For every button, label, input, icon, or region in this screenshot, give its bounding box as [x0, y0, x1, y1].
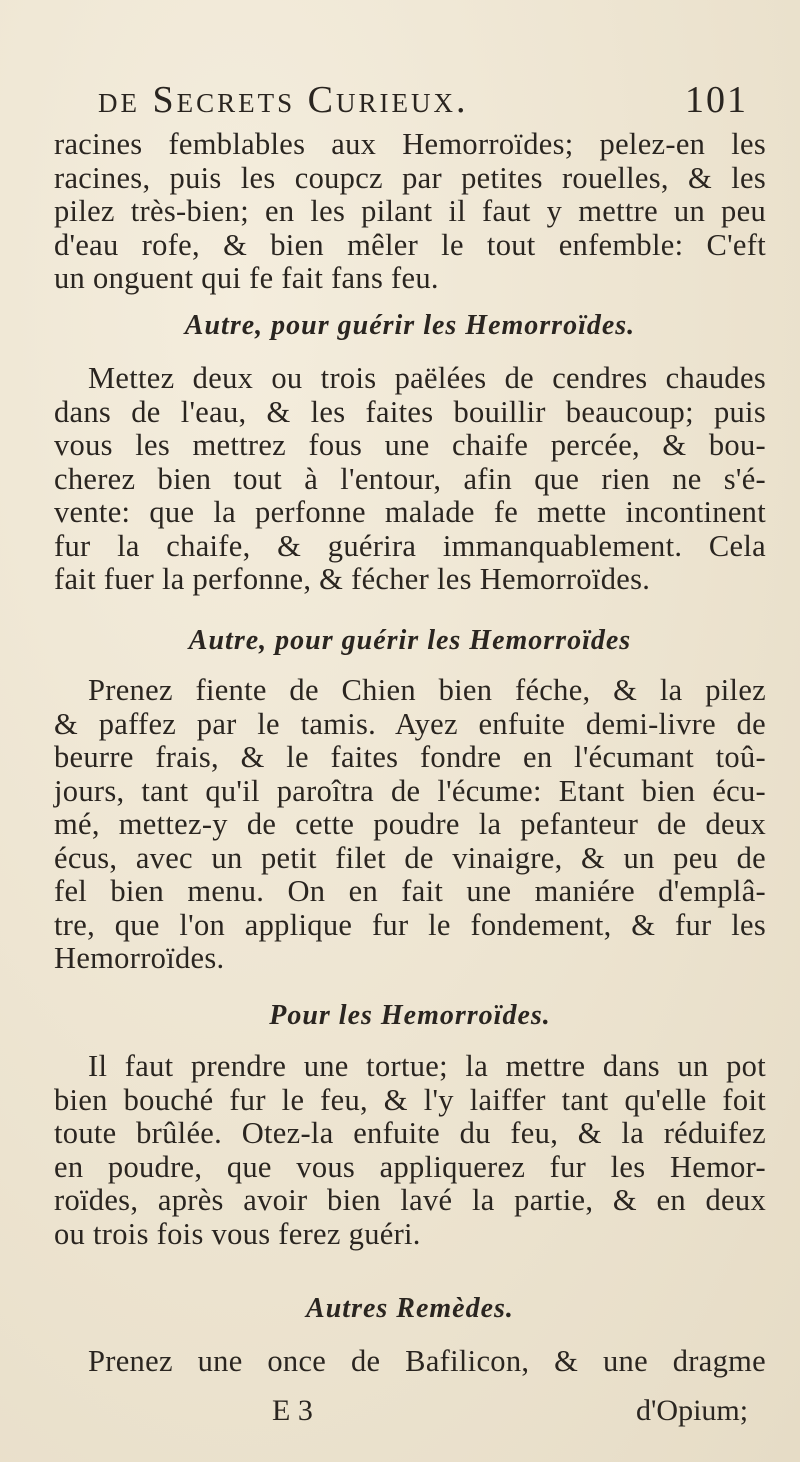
- text-line: pilez très-bien; en les pilant il faut y mettre un peu: [54, 194, 766, 228]
- catchword: d'Opium;: [636, 1394, 749, 1427]
- text-line: Prenez une once de Bafilicon, & une dragme: [88, 1344, 766, 1378]
- section-heading: Autre, pour guérir les Hemorroïdes: [188, 625, 632, 656]
- paragraph-4: [54, 1345, 766, 1379]
- text-line: racines femblables aux Hemorroïdes; pelez-en les: [54, 127, 766, 161]
- text-line: jours, tant qu'il paroîtra de l'écume: Etant bien écu-: [54, 773, 766, 808]
- text-line: fait fuer la perfonne, & fécher les Hemorroïdes.: [54, 562, 651, 596]
- running-head: [98, 78, 758, 128]
- text-line: bien bouché fur le feu, & l'y laiffer tant qu'elle foit: [54, 1082, 766, 1117]
- text-line: Mettez deux ou trois paëlées de cendres chaudes: [88, 361, 766, 395]
- paragraph-2: [54, 674, 766, 976]
- section-heading: Autre, pour guérir les Hemorroïdes.: [184, 310, 636, 341]
- text-line: & paffez par le tamis. Ayez enfuite demi-livre de: [54, 706, 766, 741]
- paragraph-1: [54, 362, 766, 597]
- text-line: ou trois fois vous ferez guéri.: [54, 1216, 421, 1251]
- text-line: fur la chaife, & guérira immanquablement. Cela: [54, 528, 766, 563]
- text-line: en poudre, que vous appliquerez fur les Hemor-: [54, 1149, 766, 1184]
- text-line: un onguent qui fe fait fans feu.: [54, 261, 439, 295]
- text-line: Prenez fiente de Chien bien féche, & la pilez: [88, 673, 766, 707]
- text-line: vous les mettrez fous une chaife percée, & bou-: [54, 428, 766, 462]
- running-head-title: de Secrets Curieux.: [98, 79, 469, 121]
- section-heading: Autres Remèdes.: [306, 1293, 514, 1324]
- text-line: écus, avec un petit filet de vinaigre, & un peu de: [54, 840, 766, 875]
- text-line: vente: que la perfonne malade fe mette incontinent: [54, 495, 766, 529]
- paragraph-3: [54, 1050, 766, 1251]
- paragraph-0: [54, 128, 766, 296]
- text-line: d'eau rofe, & bien mêler le tout enfemble: C'eft: [54, 227, 766, 262]
- text-line: Il faut prendre une tortue; la mettre dans un pot: [88, 1049, 766, 1083]
- text-line: dans de l'eau, & les faites bouillir beaucoup; puis: [54, 394, 766, 429]
- page-number: 101: [685, 79, 748, 121]
- section-heading: Pour les Hemorroïdes.: [269, 1000, 551, 1031]
- signature-mark: E 3: [272, 1394, 313, 1427]
- text-line: roïdes, après avoir bien lavé la partie, & en deux: [54, 1183, 766, 1217]
- text-line: tre, que l'on applique fur le fondement, & fur les: [54, 907, 766, 942]
- text-line: Hemorroïdes.: [54, 941, 225, 975]
- text-line: cherez bien tout à l'entour, afin que rien ne s'é-: [54, 461, 766, 496]
- text-line: mé, mettez-y de cette poudre la pefanteur de deux: [54, 807, 766, 841]
- text-line: beurre frais, & le faites fondre en l'écumant toû-: [54, 740, 766, 774]
- text-line: racines, puis les coupcz par petites rouelles, & les: [54, 160, 766, 195]
- text-line: toute brûlée. Otez-la enfuite du feu, & la réduifez: [54, 1116, 766, 1150]
- text-line: fel bien menu. On en fait une maniére d'emplâ-: [54, 874, 766, 908]
